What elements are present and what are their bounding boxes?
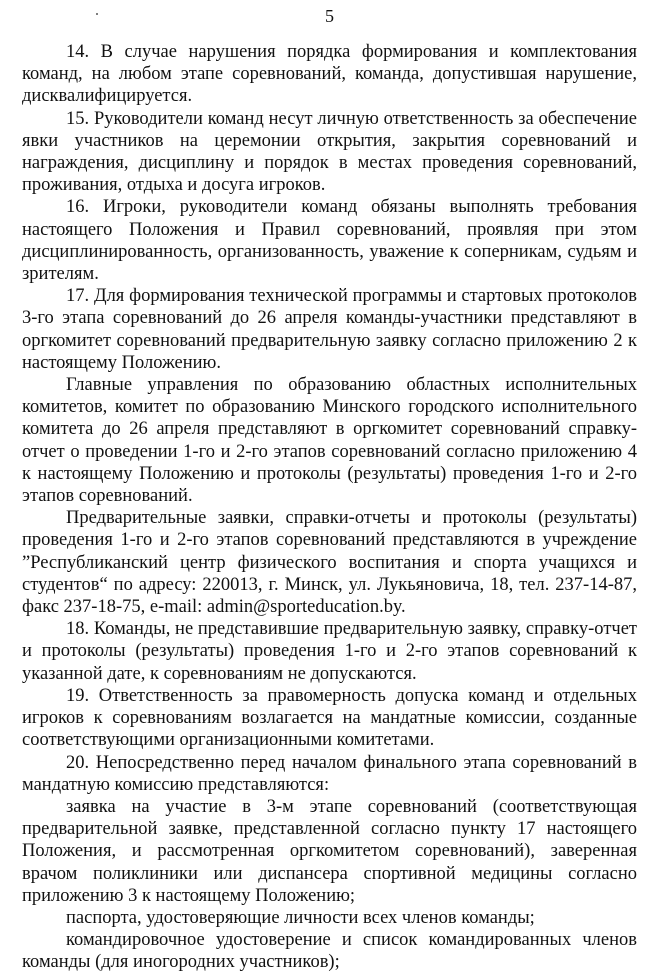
- paragraph-17-main-departments: Главные управления по образованию областных исполнительных комитетов, комитет по образованию Минского городского исполнительного комитета до 26 апреля представляют в оргкомитет соревнований справку-отчет о проведении 1-го и 2-го этапов соревнований согласно приложению 4 к настоящему Положению и протоколы (результаты) проведения 1-го и 2-го этапов соревнований.: [22, 375, 637, 507]
- list-item-application: заявка на участие в 3-м этапе соревнований (соответствующая предварительной заявке, представленной согласно пункту 17 настоящего Положения, и рассмотренная оргкомитетом соревнований), заверенная врачом поликлиники или диспансера спортивной медицины согласно приложению 3 к настоящему Положению;: [22, 796, 637, 906]
- paragraph-17: 17. Для формирования технической программы и стартовых протоколов 3-го этапа соревнований до 26 апреля команды-участники представляют в оргкомитет соревнований предварительную заявку согласно приложению 2 к настоящему Положению.: [22, 286, 637, 373]
- page-number: 5: [325, 6, 334, 26]
- paragraph-14: 14. В случае нарушения порядка формирования и комплектования команд, на любом этапе соревнований, команда, допустившая нарушение, дисквалифицируется.: [22, 42, 637, 107]
- paragraph-20: 20. Непосредственно перед началом финального этапа соревнований в мандатную комиссию представляются:: [22, 752, 637, 795]
- paragraph-19: 19. Ответственность за правомерность допуска команд и отдельных игроков к соревнованиям возлагается на мандатные комиссии, созданные соответствующими организационными комитетами.: [22, 685, 637, 751]
- paragraph-18: 18. Команды, не представившие предварительную заявку, справку-отчет и протоколы (результаты) проведения 1-го и 2-го этапов соревнований к указанной дате, к соревнованиям не допускаются.: [22, 619, 637, 684]
- list-item-passports: паспорта, удостоверяющие личности всех членов команды;: [66, 907, 535, 928]
- document-page: [22, 0, 637, 978]
- list-item-travel-certificate: командировочное удостоверение и список командированных членов команды (для иногородних участников);: [22, 930, 637, 973]
- document-body: [22, 41, 637, 974]
- paragraph-17-submission-address: Предварительные заявки, справки-отчеты и протоколы (результаты) проведения 1-го и 2-го этапов соревнований представляются в учреждение ”Республиканский центр физического воспитания и спорта учащихся и студентов“ по адресу: 220013, г. Минск, ул. Лукьяновича, 18, тел. 237-14-87, факс 237-18-75, e-mail: admin@sporteducation.by.: [22, 508, 637, 618]
- paragraph-16: 16. Игроки, руководители команд обязаны выполнять требования настоящего Положения и Правил соревнований, проявляя при этом дисциплинированность, организованность, уважение к соперникам, судьям и зрителям.: [22, 197, 637, 285]
- scan-speck: [96, 13, 98, 15]
- paragraph-15: 15. Руководители команд несут личную ответственность за обеспечение явки участников на церемонии открытия, закрытия соревнований и награждения, дисциплину и порядок в местах проведения соревнований, проживания, отдыха и досуга игроков.: [22, 108, 637, 196]
